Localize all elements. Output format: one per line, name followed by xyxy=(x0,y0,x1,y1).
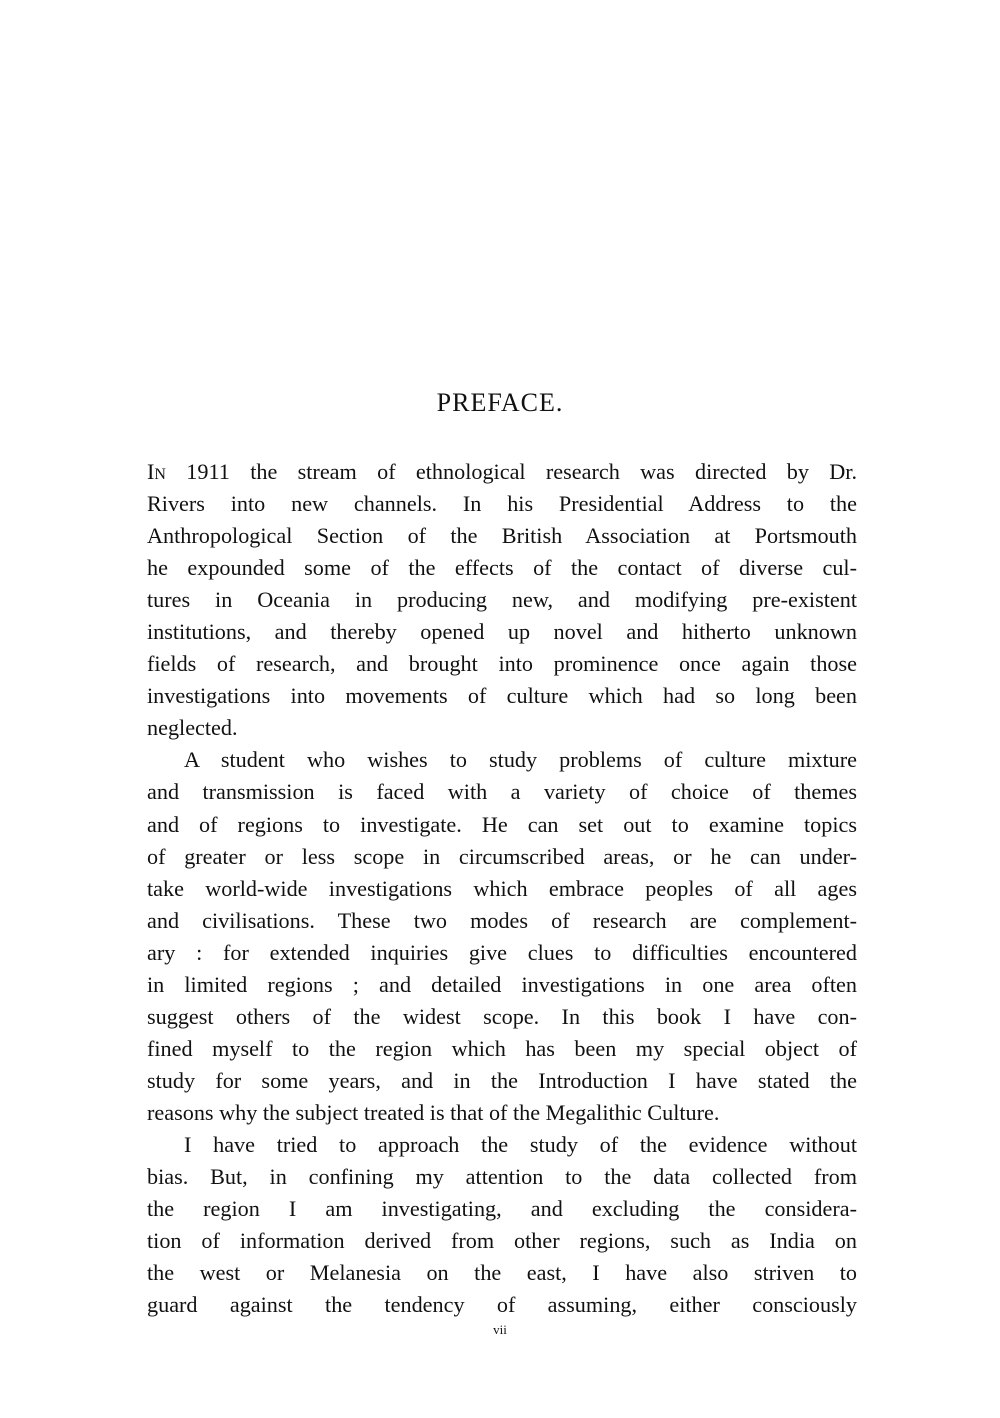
paragraph-line: the region I am investigating, and excluding the considera- xyxy=(147,1196,857,1222)
paragraph-line: guard against the tendency of assuming, either consciously xyxy=(147,1292,857,1318)
paragraph-line: A student who wishes to study problems of culture mixture xyxy=(184,747,857,773)
paragraph-line: reasons why the subject treated is that of the Megalithic Culture. xyxy=(147,1099,720,1125)
page-number: vii xyxy=(493,1322,507,1337)
page-title: PREFACE. xyxy=(436,388,564,417)
paragraph-line: fields of research, and brought into prominence once again those xyxy=(147,651,857,677)
paragraph-line: take world-wide investigations which embrace peoples of all ages xyxy=(147,875,857,901)
paragraph-line: and transmission is faced with a variety of choice of themes xyxy=(147,779,857,805)
paragraph-line: Anthropological Section of the British Association at Portsmouth xyxy=(147,523,857,549)
paragraph-line: ary : for extended inquiries give clues to difficulties encountered xyxy=(147,939,857,965)
paragraph-line: suggest others of the widest scope. In this book I have con- xyxy=(147,1003,857,1029)
paragraph-line: Rivers into new channels. In his Presidential Address to the xyxy=(147,491,857,517)
paragraph-line: study for some years, and in the Introduction I have stated the xyxy=(147,1067,857,1093)
opening-year: 1911 xyxy=(186,459,230,484)
paragraph-2 xyxy=(147,744,857,1129)
paragraph-1 xyxy=(147,456,857,744)
paragraph-line: fined myself to the region which has been my special object of xyxy=(147,1035,857,1061)
paragraph-line: investigations into movements of culture which had so long been xyxy=(147,683,857,709)
paragraph-line: the west or Melanesia on the east, I have also striven to xyxy=(147,1260,857,1286)
paragraph-3 xyxy=(147,1129,857,1321)
paragraph-line: In 1911 the stream of ethnological research was directed by Dr. xyxy=(147,459,858,484)
preface-body xyxy=(147,456,857,1321)
opening-small-caps: In xyxy=(147,459,166,484)
paragraph-line: I have tried to approach the study of the evidence without xyxy=(184,1131,857,1157)
paragraph-line: of greater or less scope in circumscribed areas, or he can under- xyxy=(147,843,857,869)
paragraph-line: tures in Oceania in producing new, and modifying pre-existent xyxy=(147,587,857,613)
paragraph-line: in limited regions ; and detailed investigations in one area often xyxy=(147,971,857,997)
paragraph-line: he expounded some of the effects of the contact of diverse cul- xyxy=(147,555,857,581)
paragraph-line: bias. But, in confining my attention to the data collected from xyxy=(147,1164,857,1190)
paragraph-line: and civilisations. These two modes of research are complement- xyxy=(147,907,857,933)
paragraph-line: neglected. xyxy=(147,715,238,741)
paragraph-line: institutions, and thereby opened up novel and hitherto unknown xyxy=(147,619,857,645)
paragraph-line: tion of information derived from other regions, such as India on xyxy=(147,1228,857,1254)
paragraph-line: and of regions to investigate. He can set out to examine topics xyxy=(147,811,857,837)
